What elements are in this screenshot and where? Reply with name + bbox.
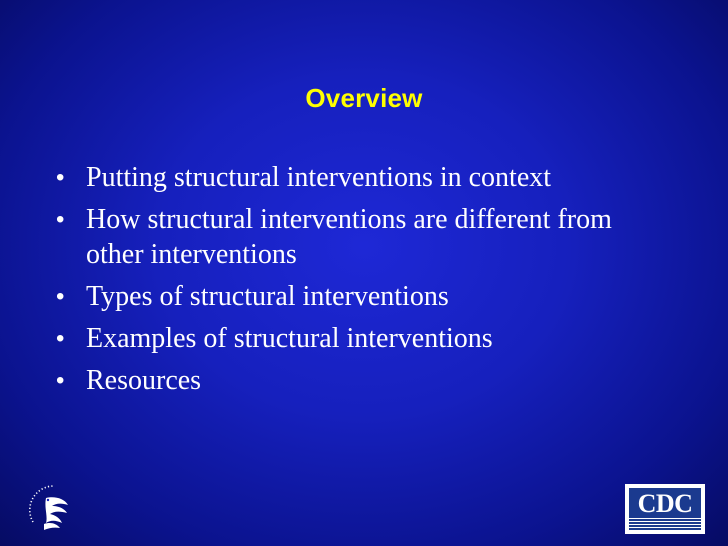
hhs-eagle-seal-icon (24, 478, 82, 536)
bullet-list (52, 160, 652, 405)
bullet-text: How structural interventions are different from other interventions (86, 204, 612, 270)
bullet-item (52, 202, 652, 272)
bullet-dot: • (56, 206, 65, 233)
bullet-text: Types of structural interventions (86, 281, 449, 312)
bullet-item (52, 160, 652, 195)
cdc-logo-text: CDC (637, 489, 693, 518)
bullet-dot: • (56, 367, 65, 394)
bullet-item (52, 363, 652, 398)
bullet-item (52, 321, 652, 356)
bullet-dot: • (56, 164, 65, 191)
cdc-logo-stripes (629, 518, 701, 530)
bullet-text: Resources (86, 365, 202, 396)
bullet-item (52, 279, 652, 314)
cdc-logo-icon (625, 484, 705, 534)
bullet-text: Putting structural interventions in context (86, 162, 552, 193)
bullet-dot: • (56, 325, 65, 352)
bullet-text: Examples of structural interventions (86, 323, 493, 354)
bullet-dot: • (56, 283, 65, 310)
slide-title: Overview (305, 83, 423, 113)
